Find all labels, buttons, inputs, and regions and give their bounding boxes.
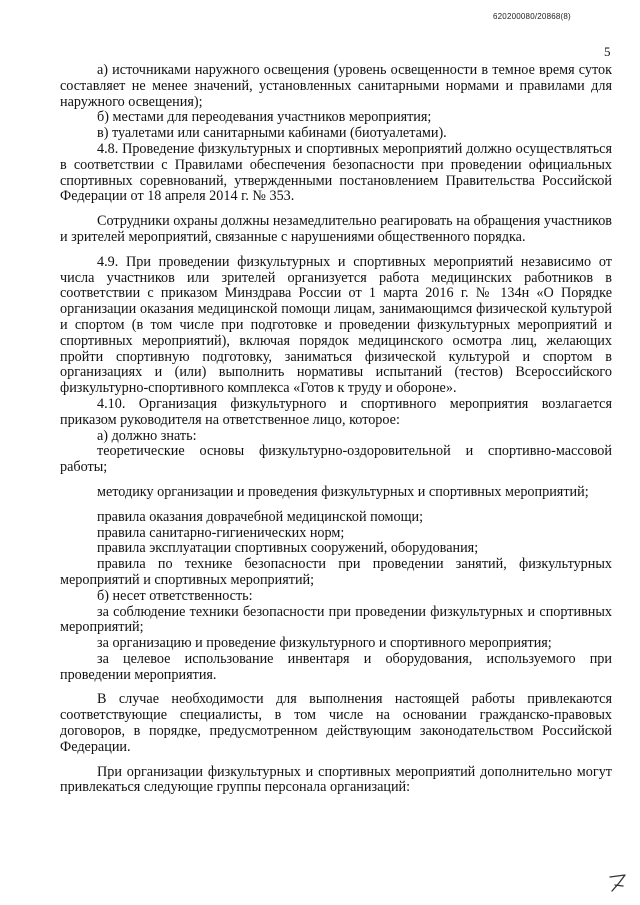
- paragraph: 4.8. Проведение физкультурных и спортивных мероприятий должно осуществляться в соответствии с Правилами обеспечения безопасности при проведении официальных спортивных соревнований, утвержденными постановлением Правительства Российской Федерации от 18 апреля 2014 г. № 353.: [60, 140, 612, 205]
- paragraph: правила эксплуатации спортивных сооружений, оборудования;: [97, 540, 479, 557]
- paragraph: а) должно знать:: [97, 427, 197, 444]
- paragraph: правила санитарно-гигиенических норм;: [97, 524, 345, 541]
- paragraph: теоретические основы физкультурно-оздоровительной и спортивно-массовой работы;: [60, 443, 612, 476]
- paragraph: Сотрудники охраны должны незамедлительно реагировать на обращения участников и зрителей мероприятий, связанные с нарушениями общественного порядка.: [60, 213, 612, 245]
- paragraph: б) местами для переодевания участников мероприятия;: [97, 109, 432, 126]
- paragraph: за организацию и проведение физкультурного и спортивного мероприятия;: [97, 635, 552, 652]
- paragraph: В случае необходимости для выполнения настоящей работы привлекаются соответствующие специалисты, в том числе на основании гражданско-правовых договоров, в порядке, предусмотренном действующим законодательством Российской Федерации.: [60, 691, 612, 755]
- paragraph: правила по технике безопасности при проведении занятий, физкультурных мероприятий и спортивных мероприятий;: [60, 556, 612, 588]
- document-body: [60, 63, 612, 796]
- paragraph: б) несет ответственность:: [97, 587, 253, 604]
- page-number: 5: [604, 44, 611, 59]
- document-id: 620200080/20868(8): [493, 12, 571, 21]
- paragraph: за соблюдение техники безопасности при проведении физкультурных и спортивных мероприятий;: [60, 603, 612, 636]
- paragraph: правила оказания доврачебной медицинской помощи;: [97, 508, 424, 525]
- paragraph: методику организации и проведения физкультурных и спортивных мероприятий;: [97, 483, 589, 500]
- paragraph: 4.9. При проведении физкультурных и спортивных мероприятий независимо от числа участников или зрителей организуется работа медицинских работников в соответствии с приказом Минздрава России от 1 марта 2016 г. № 134н «О Порядке организации оказания медицинской помощи лицам, занимающимся физической культурой и спортом (в том числе при подготовке и проведении физкультурных мероприятий и спортивных мероприятий), включая порядок медицинского осмотра лиц, желающих пройти спортивную подготовку, заниматься физической культурой и спортом в организациях и (или) выполнить нормативы испытаний (тестов) Всероссийского физкультурно-спортивного комплекса «Готов к труду и обороне».: [60, 253, 612, 397]
- paragraph: в) туалетами или санитарными кабинами (биотуалетами).: [97, 125, 447, 142]
- paragraph: а) источниками наружного освещения (уровень освещенности в темное время суток составляет не менее значений, установленных санитарными нормами и правилами для наружного освещения);: [60, 62, 612, 110]
- paragraph: 4.10. Организация физкультурного и спортивного мероприятия возлагается приказом руководителя на ответственное лицо, которое:: [60, 395, 612, 428]
- paragraph: за целевое использование инвентаря и оборудования, используемого при проведении мероприятия.: [60, 650, 612, 683]
- signature-mark: [606, 870, 630, 896]
- paragraph: При организации физкультурных и спортивных мероприятий дополнительно могут привлекаться следующие группы персонала организаций:: [60, 763, 612, 796]
